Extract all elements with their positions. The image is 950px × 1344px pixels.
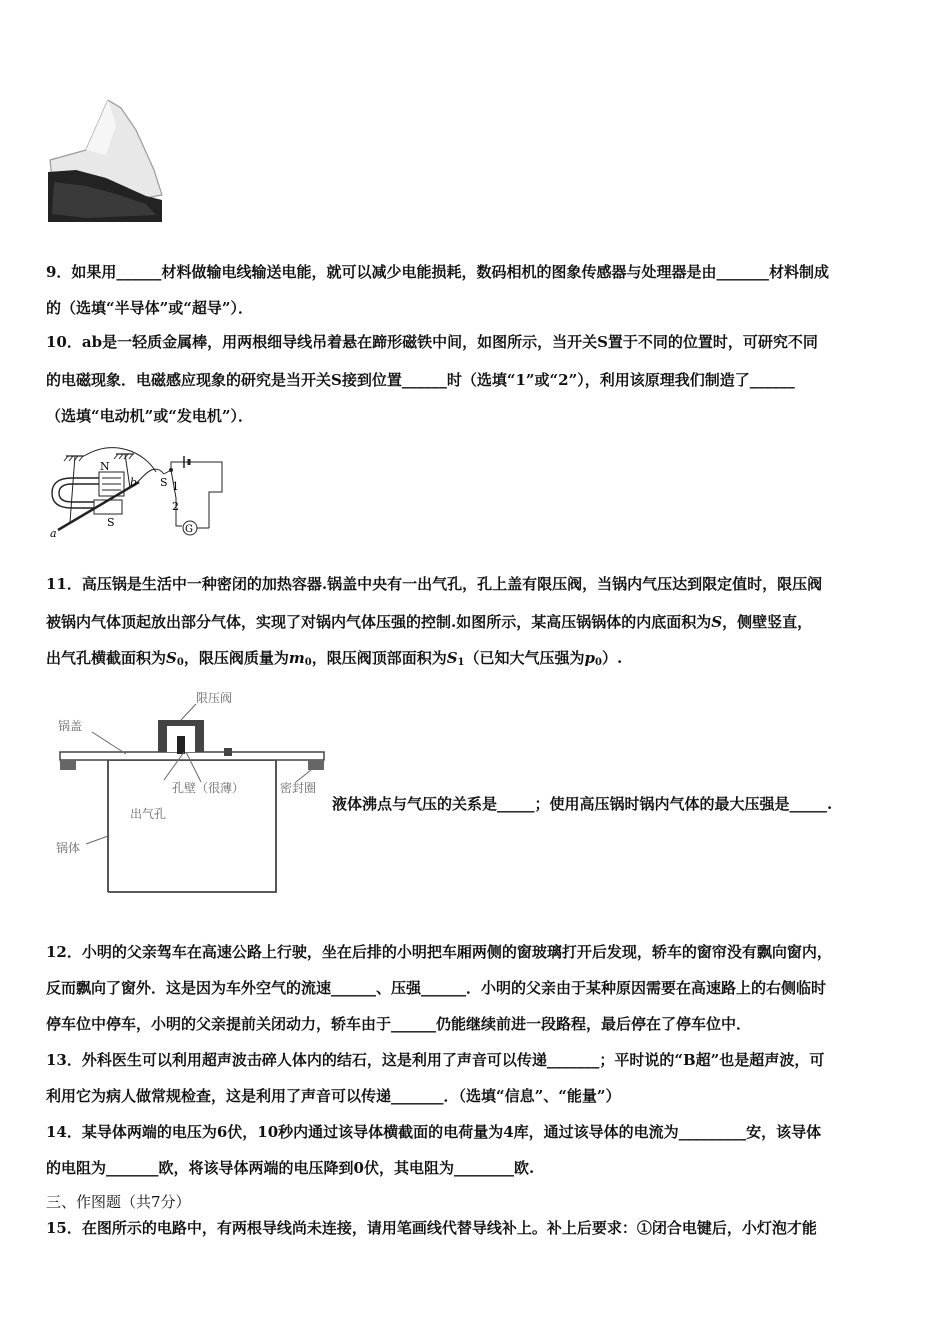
label-body: 锅体	[56, 841, 81, 855]
label-pos1: 1	[172, 480, 179, 493]
q11-text-line1: 11．高压锅是生活中一种密闭的加热容器.锅盖中央有一出气孔，孔上盖有限压阀，当锅内气压达到限定值时，限压阀	[46, 575, 823, 593]
label-valve: 限压阀	[196, 691, 233, 705]
q12-text-line3: 停车位中停车，小明的父亲提前关闭动力，轿车由于______仍能继续前进一段路程，最后停在了停车位中．	[46, 1015, 752, 1033]
q9-text-line2: 的（选填“半导体”或“超导”）．	[46, 299, 254, 317]
q11-text-line3: 出气孔横截面积为$S_0$，限压阀质量为$m_0$，限压阀顶部面积为$S_1$（已知大气压强为$p_0$）.	[46, 649, 623, 668]
label-pos2: 2	[172, 500, 179, 513]
label-lid: 锅盖	[58, 719, 83, 733]
label-a: a	[50, 527, 57, 540]
label-outlet: 出气孔	[130, 807, 167, 821]
q12-text-line1: 12．小明的父亲驾车在高速公路上行驶，坐在后排的小明把车厢两侧的窗玻璃打开后发现，轿车的窗帘没有飘向窗内，	[46, 943, 832, 961]
q11-text-line2: 被锅内气体顶起放出部分气体，实现了对锅内气体压强的控制.如图所示，某高压锅锅体的内底面积为S，侧壁竖直，	[46, 613, 813, 631]
q13-text-line2: 利用它为病人做常规检查，这是利用了声音可以传递_______．（选填“信息”、“能量”）	[46, 1087, 621, 1105]
q10-text-line3: （选填“电动机”或“发电机”）．	[46, 407, 254, 425]
q9-text-line1: 9．如果用______材料做输电线输送电能，就可以减少电能损耗，数码相机的图象传感器与处理器是由_______材料制成	[46, 263, 829, 281]
label-seal: 密封圈	[280, 781, 317, 795]
label-b: b	[130, 476, 138, 489]
section-3-title: 三、作图题（共7分）	[46, 1193, 191, 1211]
q11-question-text: 液体沸点与气压的关系是_____；使用高压锅时锅内气体的最大压强是_____.	[332, 795, 833, 813]
label-n: N	[100, 460, 110, 473]
label-switch: S	[160, 476, 168, 489]
label-meter: G	[185, 524, 193, 535]
label-s-pole: S	[107, 516, 115, 529]
q10-text-line1: 10．ab是一轻质金属棒，用两根细导线吊着悬在蹄形磁铁中间，如图所示，当开关S置于不同的位置时，可研究不同	[46, 333, 818, 351]
q14-text-line1: 14．某导体两端的电压为6伏，10秒内通过该导体横截面的电荷量为4库，通过该导体的电流为_________安，该导体	[46, 1123, 822, 1141]
q10-text-line2: 的电磁现象．电磁感应现象的研究是当开关S接到位置______时（选填“1”或“2”），利用该原理我们制造了______	[46, 371, 795, 389]
q14-text-line2: 的电阻为_______欧，将该导体两端的电压降到0伏，其电阻为________欧.	[46, 1159, 535, 1177]
q13-text-line1: 13．外科医生可以利用超声波击碎人体内的结石，这是利用了声音可以传递_______；平时说的“B超”也是超声波，可	[46, 1051, 825, 1069]
pressure-cooker-figure	[46, 686, 336, 898]
q15-text-line1: 15．在图所示的电路中，有两根导线尚未连接，请用笔画线代替导线补上。补上后要求：①闭合电键后，小灯泡才能	[46, 1219, 817, 1237]
label-hole-wall: 孔壁（很薄）	[172, 781, 245, 795]
electromagnetic-apparatus-figure	[44, 442, 234, 540]
q12-text-line2: 反而飘向了窗外．这是因为车外空气的流速______、压强______．小明的父亲由于某种原因需要在高速路上的右侧临时	[46, 979, 827, 997]
rock-photo	[46, 100, 166, 224]
